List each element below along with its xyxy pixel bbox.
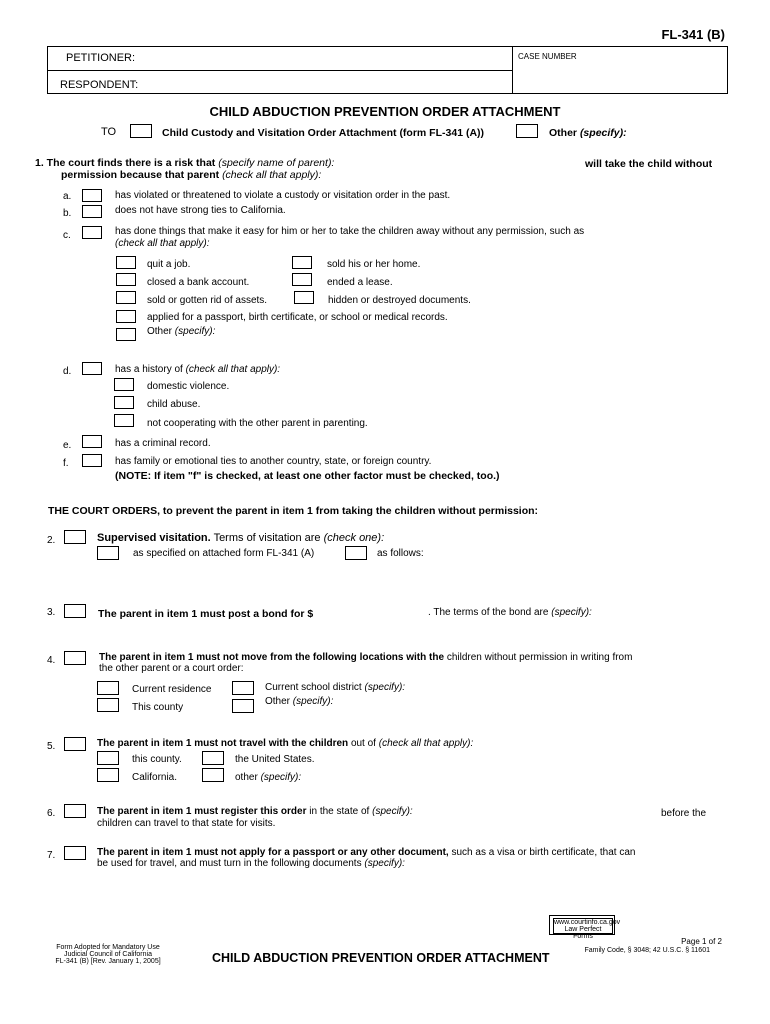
ended-lease-checkbox[interactable]: [292, 273, 312, 286]
item5-number: 5.: [47, 741, 56, 752]
orders-heading: THE COURT ORDERS, to prevent the parent in item 1 from taking the children without permission:: [48, 505, 539, 517]
footer-code-citation: Family Code, § 3048; 42 U.S.C. § 11601: [584, 947, 710, 954]
quit-job-label: quit a job.: [147, 259, 191, 270]
hidden-docs-label: hidden or destroyed documents.: [328, 295, 471, 306]
item4-other-label: Other (specify):: [265, 696, 334, 707]
applied-passport-label: applied for a passport, birth certificate, or school or medical records.: [147, 312, 448, 323]
item1c-other-checkbox[interactable]: [116, 328, 136, 341]
item3-number: 3.: [47, 607, 56, 618]
travel-this-county-checkbox[interactable]: [97, 751, 119, 765]
item1d-text: has a history of (check all that apply):: [115, 364, 281, 375]
closed-bank-label: closed a bank account.: [147, 277, 250, 288]
item6-text: The parent in item 1 must register this order in the state of (specify):: [97, 806, 413, 817]
travel-california-checkbox[interactable]: [97, 768, 119, 782]
item1f-note: (NOTE: If item "f" is checked, at least one other factor must be checked, too.): [115, 470, 500, 482]
hidden-docs-checkbox[interactable]: [294, 291, 314, 304]
footer-title: CHILD ABDUCTION PREVENTION ORDER ATTACHMENT: [212, 951, 550, 965]
sold-home-checkbox[interactable]: [292, 256, 312, 269]
this-county-label: This county: [132, 702, 184, 713]
item1d-letter: d.: [63, 366, 72, 377]
to-other-label: Other (specify):: [549, 127, 627, 139]
item1f-checkbox[interactable]: [82, 454, 102, 467]
current-residence-label: Current residence: [132, 684, 212, 695]
item4-number: 4.: [47, 655, 56, 666]
not-cooperating-label: not cooperating with the other parent in parenting.: [147, 418, 368, 429]
case-number-label: CASE NUMBER: [518, 52, 577, 61]
to-other-checkbox[interactable]: [516, 124, 538, 138]
item7-number: 7.: [47, 850, 56, 861]
travel-other-checkbox[interactable]: [202, 768, 224, 782]
item6-number: 6.: [47, 808, 56, 819]
footer-page-number: Page 1 of 2: [681, 937, 722, 946]
item2-checkbox[interactable]: [64, 530, 86, 544]
child-abuse-label: child abuse.: [147, 399, 201, 410]
current-residence-checkbox[interactable]: [97, 681, 119, 695]
item3-checkbox[interactable]: [64, 604, 86, 618]
item6-line2: children can travel to that state for visits.: [97, 818, 276, 829]
this-county-checkbox[interactable]: [97, 698, 119, 712]
respondent-label: RESPONDENT:: [60, 79, 139, 91]
item1f-text: has family or emotional ties to another country, state, or foreign country.: [115, 456, 432, 467]
item1c-letter: c.: [63, 230, 71, 241]
child-abuse-checkbox[interactable]: [114, 396, 134, 409]
stamp-line1: www.courtinfo.ca.gov: [554, 919, 621, 926]
item7-text: The parent in item 1 must not apply for a passport or any other document, such as a visa or birth certificate, that can: [97, 847, 636, 858]
item2-as-follows-label: as follows:: [377, 548, 424, 559]
item3-text: The parent in item 1 must post a bond for $: [98, 608, 314, 620]
sold-assets-label: sold or gotten rid of assets.: [147, 295, 268, 306]
item1c-sub: (check all that apply):: [115, 238, 210, 249]
item4-line2: the other parent or a court order:: [99, 663, 244, 674]
item1-line1: 1. The court finds there is a risk that (specify name of parent):: [35, 157, 335, 169]
item1f-letter: f.: [63, 458, 69, 469]
travel-united-states-label: the United States.: [235, 754, 315, 765]
caption-divider-horizontal: [47, 70, 513, 71]
travel-california-label: California.: [132, 772, 178, 783]
item4-checkbox[interactable]: [64, 651, 86, 665]
item1e-checkbox[interactable]: [82, 435, 102, 448]
item1-line2: permission because that parent (check all that apply):: [61, 169, 322, 181]
domestic-violence-checkbox[interactable]: [114, 378, 134, 391]
footer-adopted-line3: FL-341 (B) [Rev. January 1, 2005]: [55, 958, 161, 965]
footer-adoption-info: [48, 944, 168, 965]
form-number: FL-341 (B): [661, 27, 725, 42]
travel-other-label: other (specify):: [235, 772, 302, 783]
publisher-stamp: [549, 915, 621, 940]
petitioner-label: PETITIONER:: [66, 52, 136, 64]
travel-united-states-checkbox[interactable]: [202, 751, 224, 765]
item7-line2: be used for travel, and must turn in the following documents (specify):: [97, 858, 405, 869]
travel-this-county-label: this county.: [132, 754, 182, 765]
item1b-checkbox[interactable]: [82, 205, 102, 218]
not-cooperating-checkbox[interactable]: [114, 414, 134, 427]
ended-lease-label: ended a lease.: [327, 277, 393, 288]
item5-text: The parent in item 1 must not travel with the children out of (check all that apply):: [97, 738, 474, 749]
item6-checkbox[interactable]: [64, 804, 86, 818]
item4-text: The parent in item 1 must not move from the following locations with the children without permission in writing from: [99, 652, 633, 663]
quit-job-checkbox[interactable]: [116, 256, 136, 269]
school-district-label: Current school district (specify):: [265, 682, 406, 693]
publisher-stamp-inner: [553, 918, 621, 940]
item2-specified-checkbox[interactable]: [97, 546, 119, 560]
applied-passport-checkbox[interactable]: [116, 310, 136, 323]
item3-terms: . The terms of the bond are (specify):: [428, 607, 592, 618]
item1c-text: has done things that make it easy for him or her to take the children away without any permission, such as: [115, 226, 585, 237]
custody-attachment-label: Child Custody and Visitation Order Attachment (form FL-341 (A)): [162, 127, 485, 139]
item5-checkbox[interactable]: [64, 737, 86, 751]
to-label: TO: [101, 126, 117, 138]
item7-checkbox[interactable]: [64, 846, 86, 860]
footer-adopted-line2: Judicial Council of California: [64, 951, 152, 958]
footer-adopted-line1: Form Adopted for Mandatory Use: [56, 944, 160, 951]
stamp-line2: Law Perfect Forms: [564, 926, 602, 940]
item1e-letter: e.: [63, 440, 72, 451]
item4-other-checkbox[interactable]: [232, 699, 254, 713]
school-district-checkbox[interactable]: [232, 681, 254, 695]
item1b-text: does not have strong ties to California.: [115, 205, 286, 216]
item1-right-text: will take the child without: [585, 158, 713, 170]
item1c-checkbox[interactable]: [82, 226, 102, 239]
closed-bank-checkbox[interactable]: [116, 273, 136, 286]
custody-attachment-checkbox[interactable]: [130, 124, 152, 138]
item6-right-text: before the: [661, 808, 707, 819]
page-title: CHILD ABDUCTION PREVENTION ORDER ATTACHMENT: [209, 104, 561, 119]
item1e-text: has a criminal record.: [115, 438, 211, 449]
sold-assets-checkbox[interactable]: [116, 291, 136, 304]
item1d-checkbox[interactable]: [82, 362, 102, 375]
item1a-text: has violated or threatened to violate a custody or visitation order in the past.: [115, 190, 451, 201]
item2-specified-label: as specified on attached form FL-341 (A): [133, 548, 315, 559]
item1a-letter: a.: [63, 191, 72, 202]
item2-as-follows-checkbox[interactable]: [345, 546, 367, 560]
domestic-violence-label: domestic violence.: [147, 381, 230, 392]
item1c-other-label: Other (specify):: [147, 326, 216, 337]
item2-number: 2.: [47, 535, 56, 546]
item2-text: Supervised visitation. Terms of visitation are (check one):: [97, 532, 385, 544]
item1b-letter: b.: [63, 208, 72, 219]
item1a-checkbox[interactable]: [82, 189, 102, 202]
sold-home-label: sold his or her home.: [327, 259, 421, 270]
